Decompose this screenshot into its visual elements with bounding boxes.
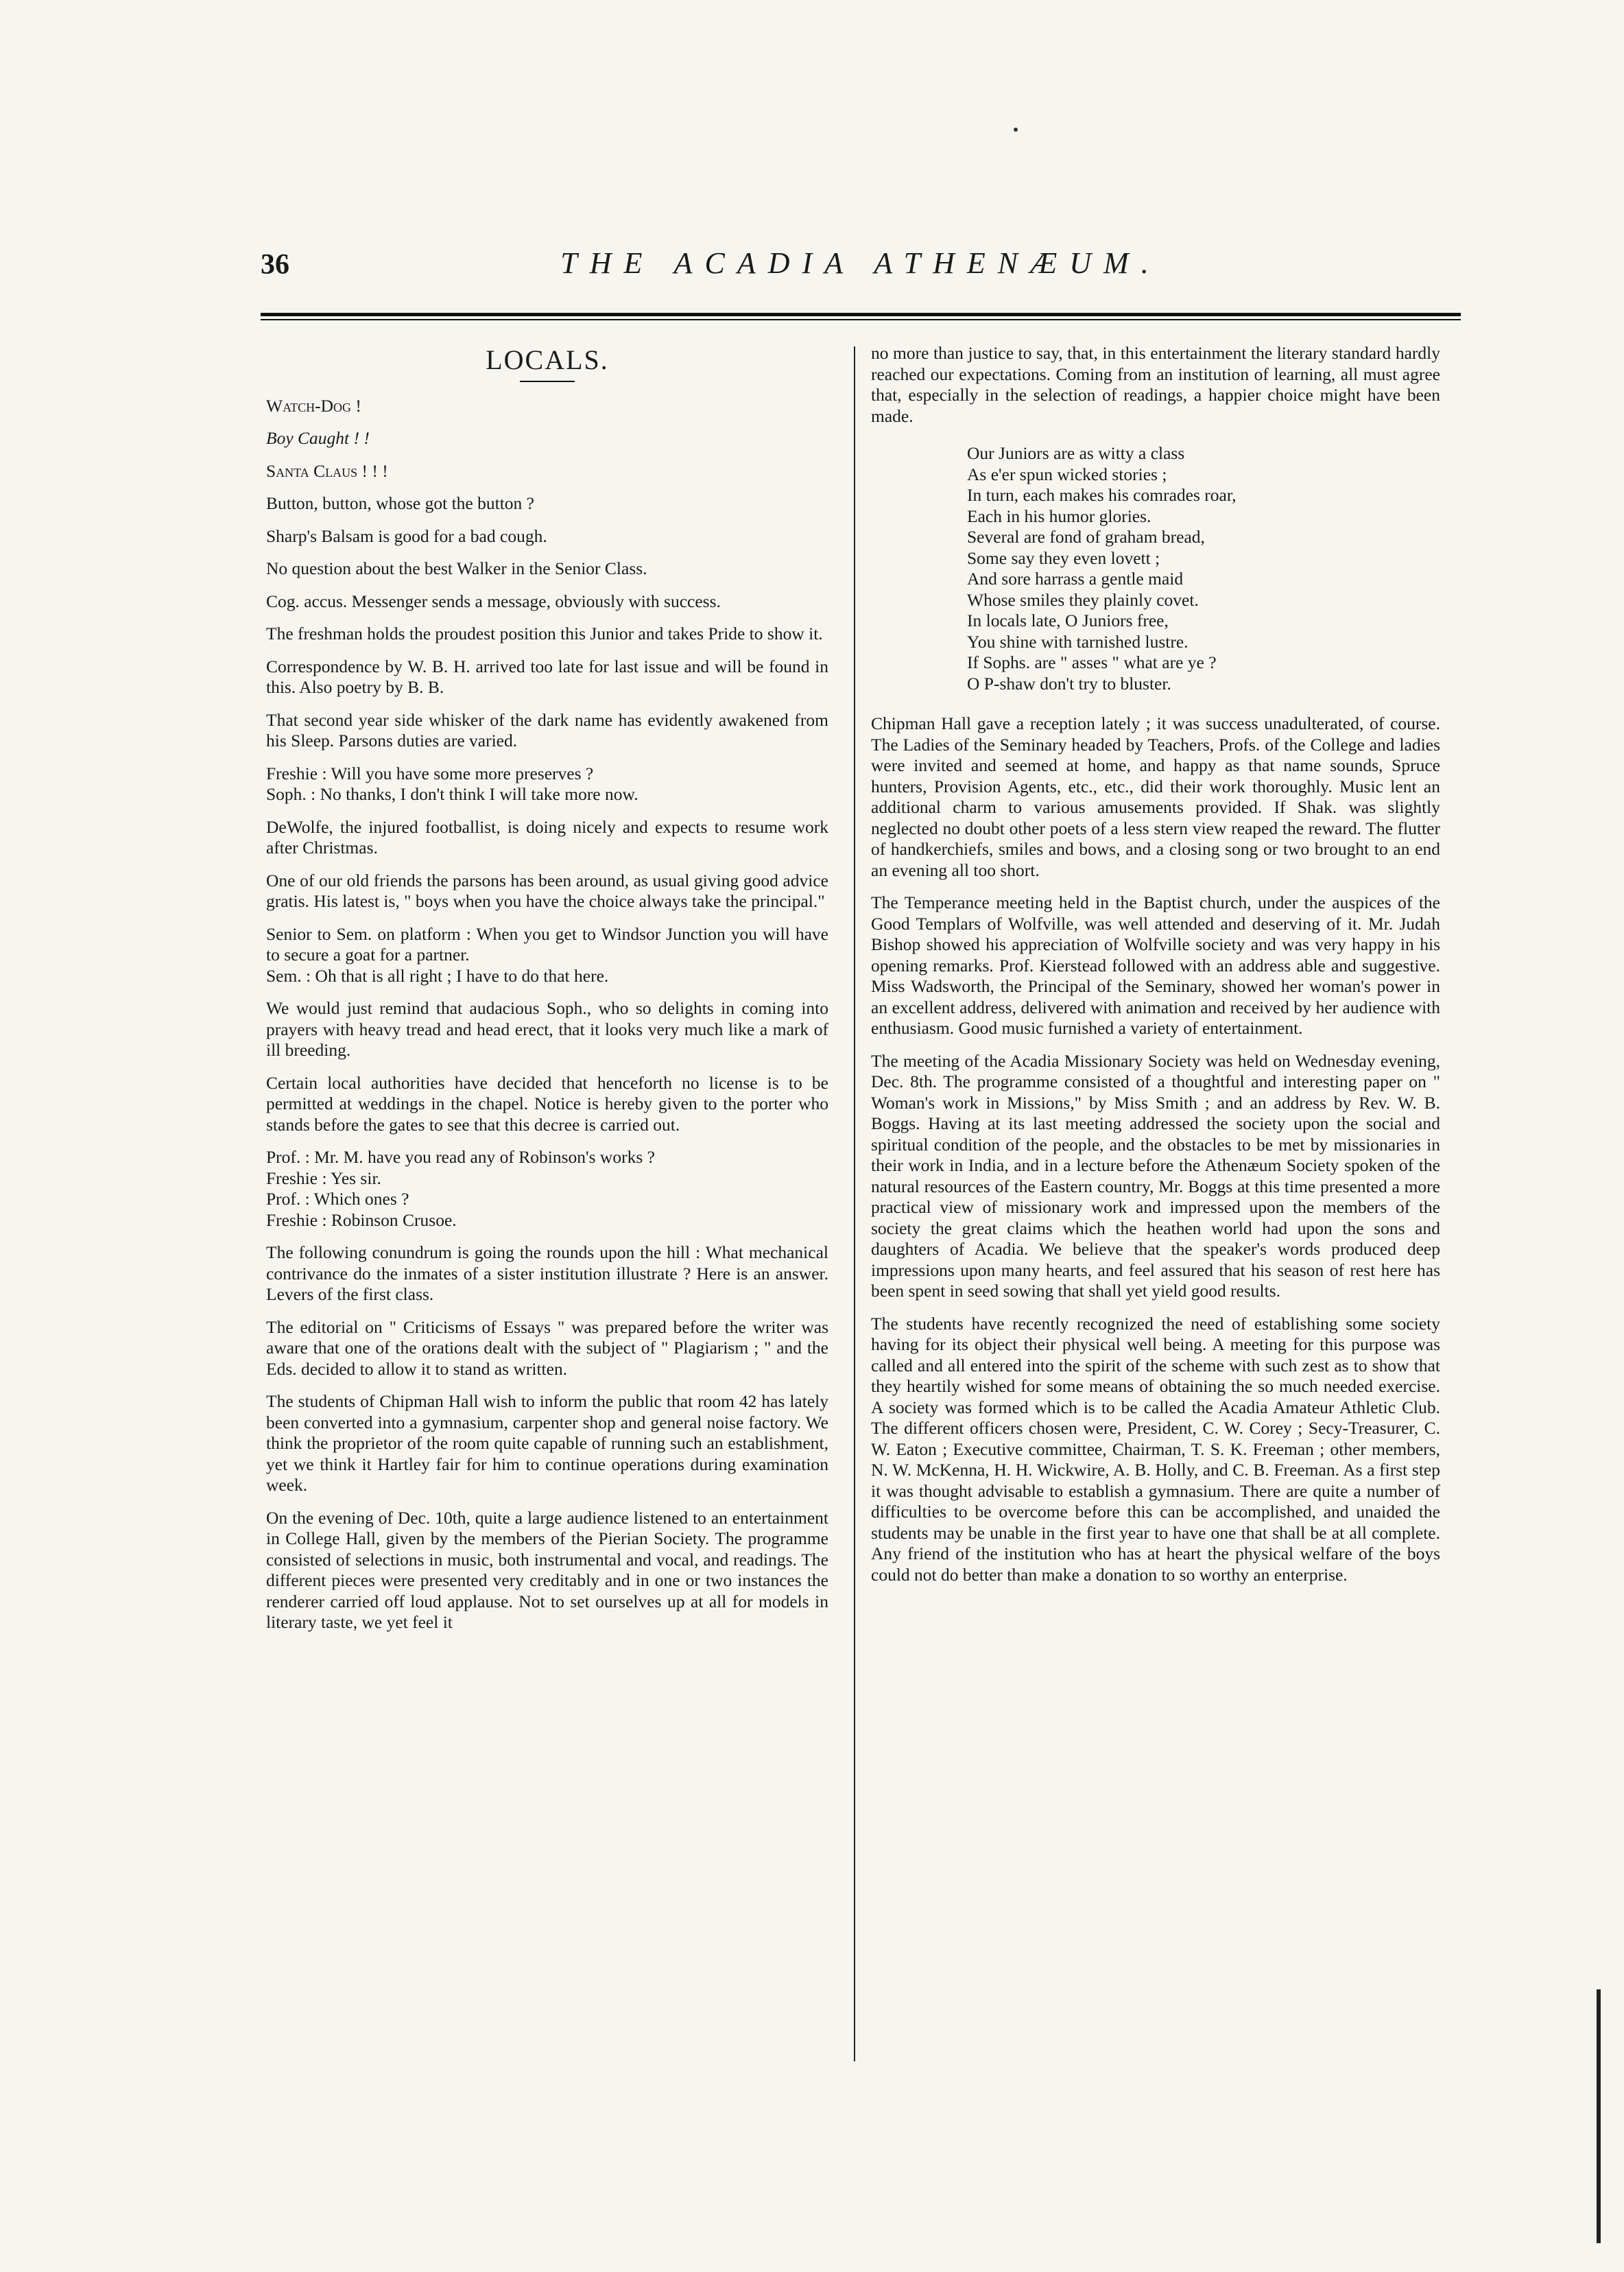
dialog-line: Sem. : Oh that is all right ; I have to do that here. [266,965,609,986]
local-item: The editorial on " Criticisms of Essays " was prepared before the writer was aware that one of the orations dealt with the subject of " Plagiarism ; " and the Eds. decided to allow it to stand as written. [266,1316,828,1379]
journal-title: THE ACADIA ATHENÆUM. [560,246,1161,280]
header-rule-thin [261,319,1461,320]
poem [967,443,1440,694]
local-item: The Temperance meeting held in the Baptist church, under the auspices of the Good Templars of Wolfville, was well attended and deserving of it. Mr. Judah Bishop showed his appreciation of Wolfville society and was very happy in his opening remarks. Prof. Kierstead followed with an address able and suggestive. Miss Wadsworth, the Principal of the Seminary, showed her woman's power in an excellent address, delivered with animation and received by her audience with enthusiasm. Good music furnished a variety of entertainment. [871,892,1440,1038]
local-item: no more than justice to say, that, in this entertainment the literary standard hardly reached our expectations. Coming from an institution of learning, all must agree that, especially in the selection of readings, a happier choice might have been made. [871,343,1440,426]
left-column [266,343,828,1645]
poem-line: If Sophs. are " asses " what are ye ? [967,652,1217,672]
poem-line: And sore harrass a gentle maid [967,569,1184,589]
local-item: The following conundrum is going the rounds upon the hill : What mechanical contrivance do the inmates of a sister institution illustrate ? Here is an answer. Levers of the first class. [266,1242,828,1304]
dialog-line: Freshie : Robinson Crusoe. [266,1209,457,1230]
right-column [871,343,1440,1597]
local-item: The meeting of the Acadia Missionary Society was held on Wednesday evening, Dec. 8th. The programme consisted of a thoughtful and interesting paper on " Woman's work in Missions," by Miss Smith ; and an address by Rev. W. B. Boggs. Having at its last meeting addressed the society upon the social and spiritual condition of the people, and the obstacles to be met by missionaries in their work in India, and in a lecture before the Athenæum Society spoken of the natural resources of the Eastern country, Mr. Boggs at this time presented a more practical view of missionary work and impressed upon the members of the society the great claims which the heathen world had upon the sons and daughters of Acadia. We believe that the speaker's words produced deep impressions upon many hearts, and feel assured that his season of rest here has been spent in seed sowing that shall yet yield good results. [871,1050,1440,1301]
dialog-block [266,1147,828,1231]
dialog-line: Freshie : Will you have some more preserves ? [266,763,594,783]
dialog-line: Soph. : No thanks, I don't think I will take more now. [266,784,638,804]
local-item: Sharp's Balsam is good for a bad cough. [266,525,547,546]
poem-line: Each in his humor glories. [967,506,1151,526]
local-item: Chipman Hall gave a reception lately ; it was success unadulterated, of course. The Ladies of the Seminary headed by Teachers, Profs. of the College and ladies were invited and seemed at home, and happy as that name sounds, Spruce hunters, Provision Agents, etc., etc., did their work thoroughly. Music lent an additional charm to various amusements provided. If Shak. was slightly neglected no doubt other poets of a less stern view reaped the reward. The flutter of handkerchiefs, smiles and bows, and a closing song or two brought to an end an evening all too short. [871,713,1440,880]
local-item: One of our old friends the parsons has been around, as usual giving good advice gratis. His latest is, " boys when you have the choice always take the principal." [266,870,828,911]
local-item: DeWolfe, the injured footballist, is doing nicely and expects to resume work after Christmas. [266,816,828,857]
local-item: Boy Caught ! ! [266,428,370,448]
section-title-rule [520,381,575,382]
poem-line: O P-shaw don't try to bluster. [967,673,1171,694]
dialog-line: Prof. : Mr. M. have you read any of Robinson's works ? [266,1147,655,1167]
poem-line: In turn, each makes his comrades roar, [967,485,1237,505]
dialog-line: Freshie : Yes sir. [266,1168,381,1188]
page-number: 36 [261,249,289,281]
poem-line: Some say they even lovett ; [967,547,1160,568]
local-item: We would just remind that audacious Soph., who so delights in coming into prayers with heavy tread and head erect, that it looks very much like a mark of ill breeding. [266,998,828,1060]
local-item: On the evening of Dec. 10th, quite a large audience listened to an entertainment in College Hall, given by the members of the Pierian Society. The programme consisted of selections in music, both instrumental and vocal, and readings. The different pieces were presented very creditably and in one or two instances the renderer carried off loud applause. Not to set ourselves up at all for models in literary taste, we yet feel it [266,1507,828,1632]
local-item: Cog. accus. Messenger sends a message, obviously with success. [266,591,721,611]
dialog-line: Senior to Sem. on platform : When you get to Windsor Junction you will have to secure a goat for a partner. [266,923,828,965]
local-item: Correspondence by W. B. H. arrived too late for last issue and will be found in this. Also poetry by B. B. [266,656,828,697]
poem-line: As e'er spun wicked stories ; [967,464,1167,484]
header-rule-thick [261,313,1461,316]
print-speck [1014,128,1018,132]
section-title: LOCALS. [486,344,609,375]
poem-line: Our Juniors are as witty a class [967,443,1185,463]
dialog-block [266,924,828,987]
dialog-line: Prof. : Which ones ? [266,1189,409,1209]
poem-line: You shine with tarnished lustre. [967,631,1189,652]
local-item: Button, button, whose got the button ? [266,493,534,513]
dialog-block [266,764,828,805]
local-item: Santa Claus ! ! ! [266,460,388,481]
page-header [261,246,1461,300]
local-item: The students have recently recognized the need of establishing some society having for its object their physical well being. A meeting for this purpose was called and all entered into the spirit of the scheme with such zest as to show that they heartily wished for some means of obtaining the so much needed exercise. A society was formed which is to be called the Acadia Amateur Athletic Club. The different officers chosen were, President, C. W. Corey ; Secy-Treasurer, C. W. Eaton ; Executive committee, Chairman, T. S. K. Freeman ; other members, N. W. McKenna, H. H. Wickwire, A. B. Holly, and C. B. Freeman. As a first step it was thought advisable to establish a gymnasium. There are quite a number of difficulties to be overcome before this can be accomplished, and unaided the students may be unable in the first year to have one that shall be at all complete. Any friend of the institution who has at heart the physical welfare of the boys could not do better than make a donation to so worthy an enterprise. [871,1313,1440,1585]
local-item: That second year side whisker of the dark name has evidently awakened from his Sleep. Parsons duties are varied. [266,709,828,750]
poem-line: In locals late, O Juniors free, [967,611,1169,630]
column-divider [854,346,855,2061]
scan-edge-mark [1597,1989,1601,2243]
poem-line: Whose smiles they plainly covet. [967,589,1199,610]
local-item: The students of Chipman Hall wish to inform the public that room 42 has lately been converted into a gymnasium, carpenter shop and general noise factory. We think the proprietor of the room quite capable of running such an establishment, yet we think it Hartley fair for him to continue operations during examination week. [266,1391,828,1495]
local-item: The freshman holds the proudest position this Junior and takes Pride to show it. [266,624,823,643]
local-item: Certain local authorities have decided that henceforth no license is to be permitted at weddings in the chapel. Notice is hereby given to the porter who stands before the gates to see that this decree is carried out. [266,1072,828,1135]
poem-line: Several are fond of graham bread, [967,527,1205,547]
local-item: Watch-Dog ! [266,395,361,416]
local-item: No question about the best Walker in the Senior Class. [266,558,647,578]
